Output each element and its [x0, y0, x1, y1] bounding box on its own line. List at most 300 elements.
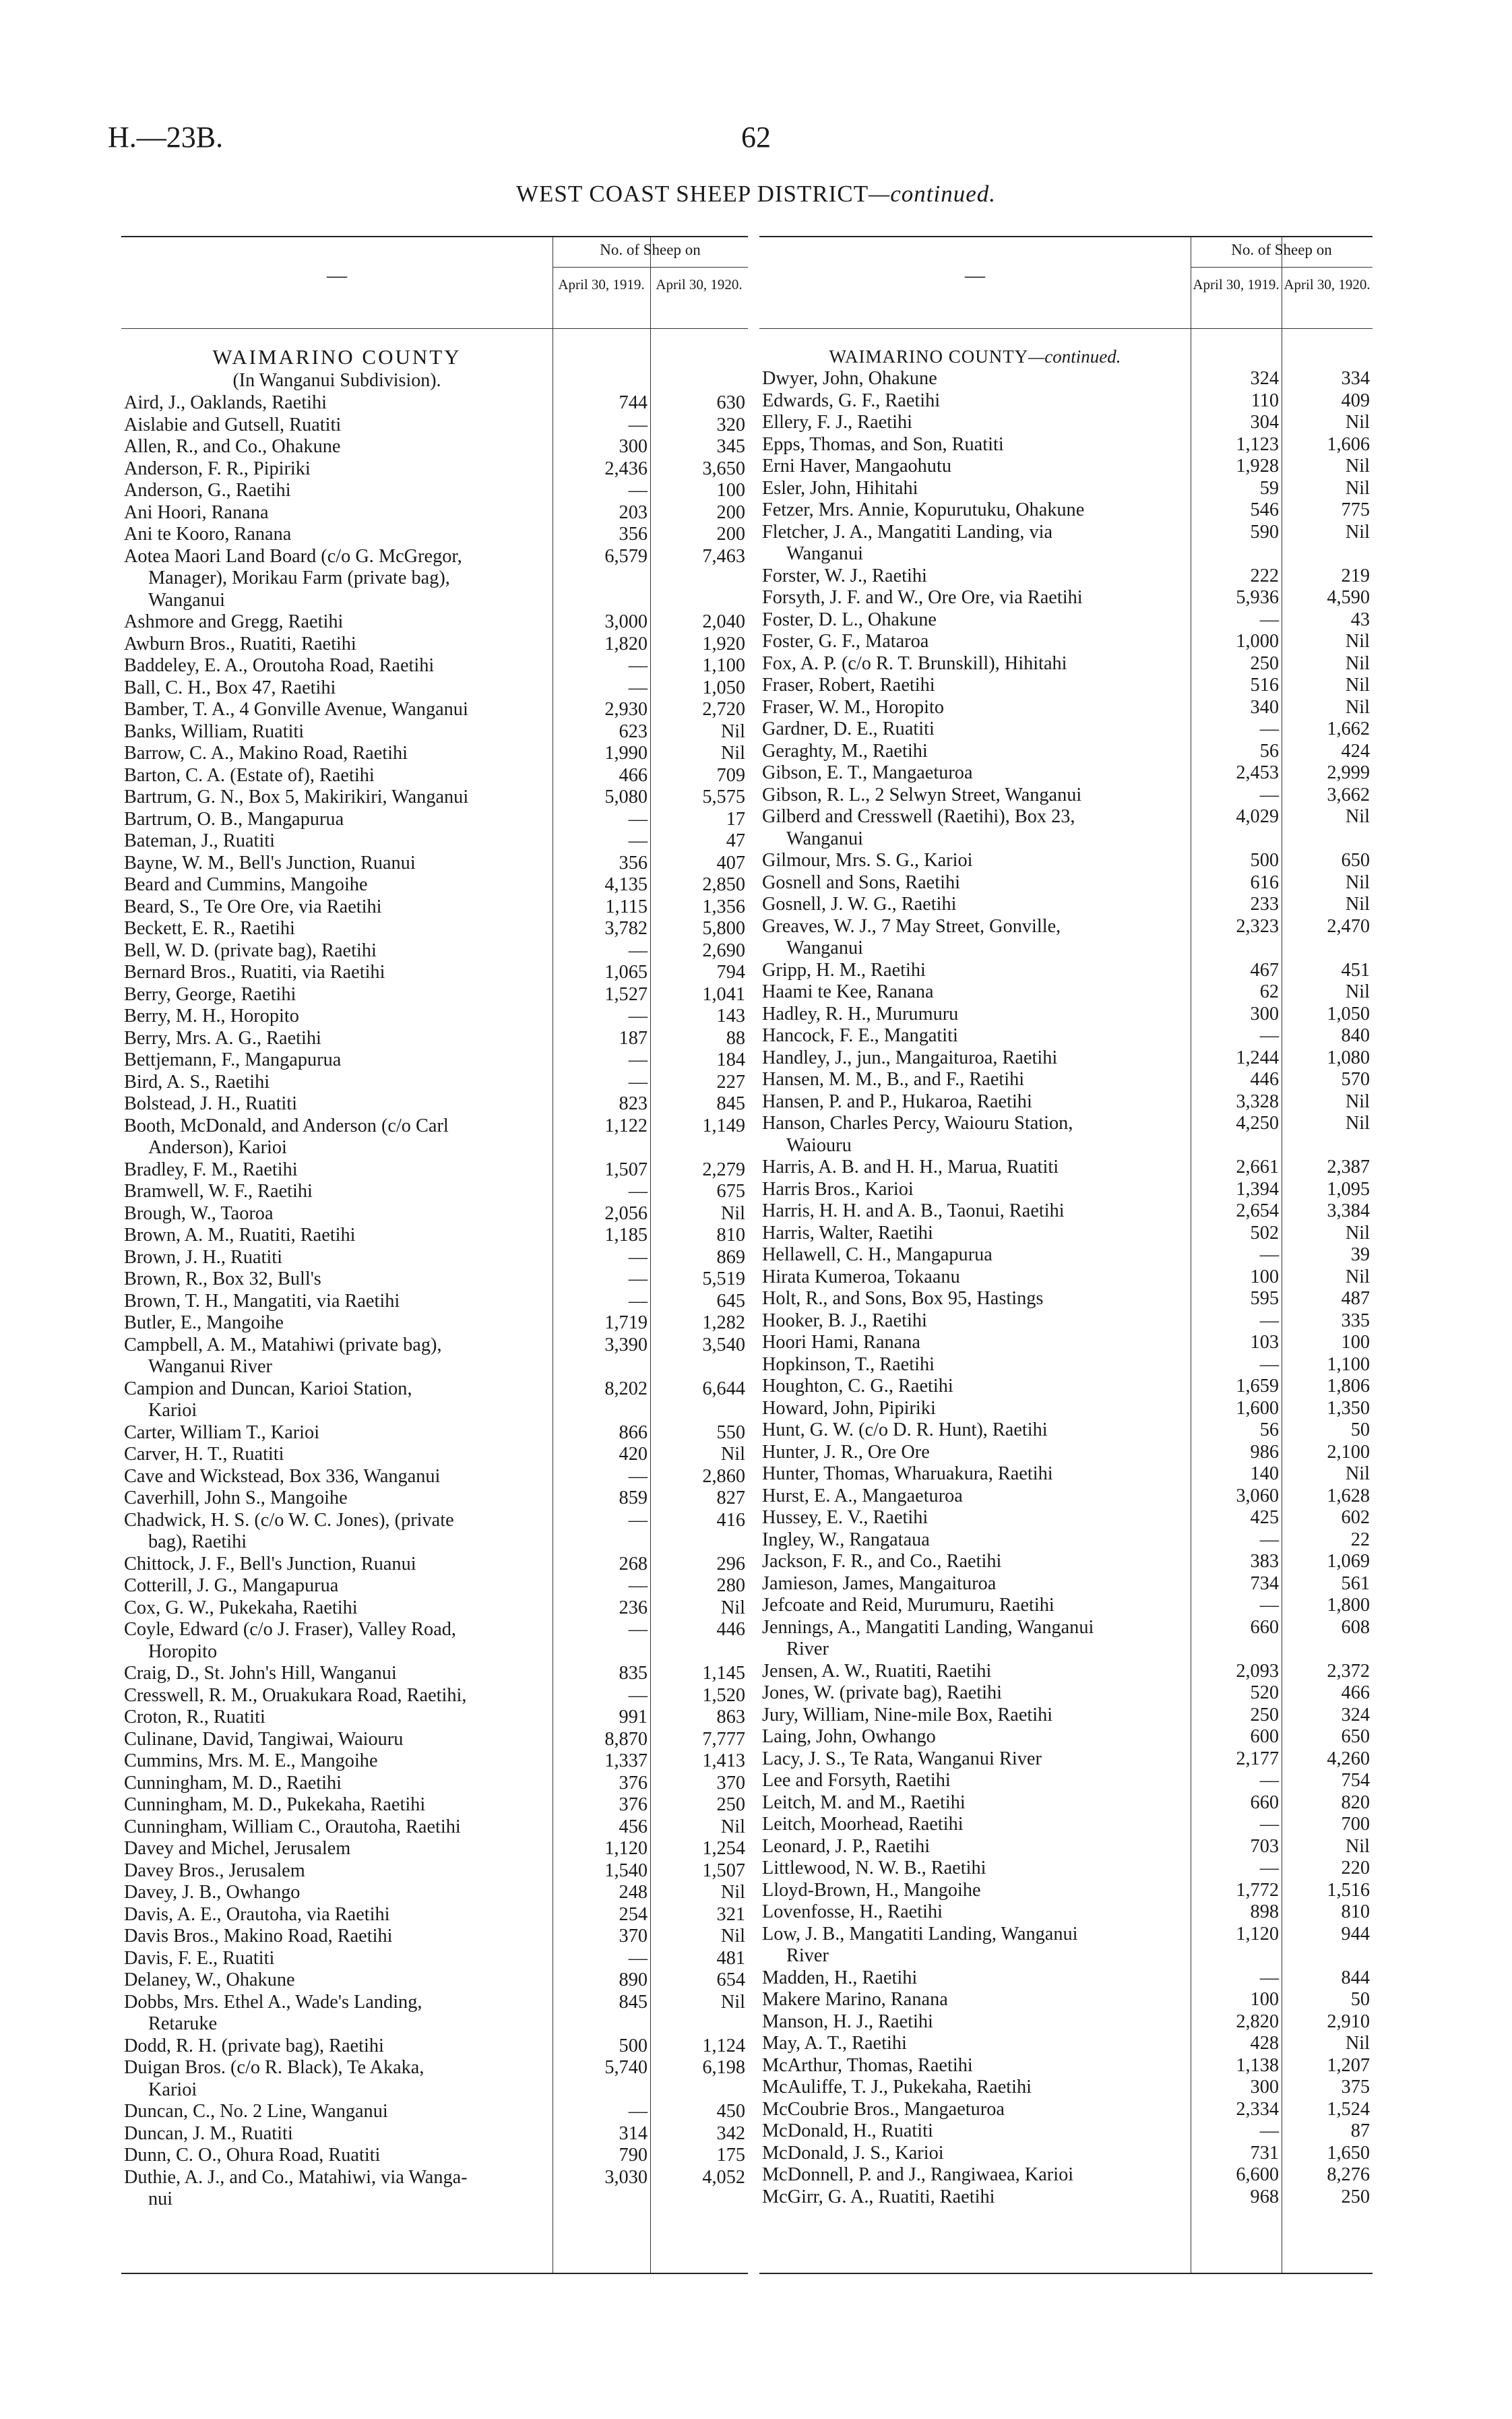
sheep-1919: 616 [1250, 871, 1279, 893]
owner-name: Wanganui [786, 828, 864, 849]
sheep-1920: 8,276 [1327, 2164, 1370, 2185]
sheep-1919: — [628, 480, 648, 501]
sheep-1920: 2,850 [702, 874, 745, 895]
sheep-1920: 2,279 [702, 1159, 745, 1180]
owner-name: Duncan, J. M., Ruatiti [124, 2122, 293, 2144]
table-row [759, 697, 1373, 719]
sheep-1920: Nil [720, 1202, 745, 1224]
table-row [121, 1466, 748, 1488]
sheep-1920: 2,100 [1327, 1441, 1370, 1463]
sheep-1919: 2,436 [604, 458, 648, 479]
sheep-1920: 3,662 [1327, 784, 1370, 805]
sheep-1920: 2,720 [702, 699, 745, 720]
table-row [759, 2033, 1373, 2055]
sheep-1919: — [628, 1181, 648, 1202]
table-row [759, 1157, 1373, 1179]
table-row [759, 499, 1373, 522]
sheep-1919: 3,328 [1236, 1091, 1279, 1112]
table-row [121, 611, 748, 634]
sheep-1919: 660 [1250, 1616, 1279, 1638]
owner-name: Hancock, F. E., Mangatiti [762, 1025, 958, 1046]
sheep-1920: 87 [1350, 2120, 1370, 2141]
owner-name: Waiouru [786, 1134, 852, 1156]
sheep-1920: 1,606 [1327, 433, 1370, 455]
owner-name: Ellery, F. J., Raetihi [762, 412, 913, 433]
sheep-1919: 300 [619, 436, 648, 457]
sheep-1919: 3,030 [604, 2166, 648, 2188]
sheep-1919: 1,507 [604, 1159, 648, 1180]
sheep-1920: 2,470 [1327, 915, 1370, 937]
owner-name: nui [148, 2188, 173, 2209]
owner-name: Cunningham, William C., Orautoha, Raetihi [124, 1816, 461, 1837]
owner-name: Ashmore and Gregg, Raetihi [124, 611, 344, 632]
owner-name: Beckett, E. R., Raetihi [124, 918, 295, 939]
table-row [121, 1531, 748, 1554]
sheep-1919: — [628, 1246, 648, 1268]
table-row [121, 502, 748, 524]
sheep-1920: 1,050 [1327, 1003, 1370, 1024]
table-row [121, 392, 748, 415]
sheep-1920: 650 [1341, 1726, 1370, 1747]
table-row [121, 1860, 748, 1882]
owner-name: Duthie, A. J., and Co., Matahiwi, via Wanga- [124, 2166, 468, 2188]
sheep-1920: 88 [726, 1027, 745, 1049]
sheep-1920: 1,662 [1327, 718, 1370, 739]
sheep-1919: — [628, 1290, 648, 1312]
sheep-1919: 100 [1250, 1266, 1279, 1287]
sheep-1919: 500 [1250, 850, 1279, 871]
table-row [121, 1554, 748, 1576]
page-title [0, 181, 1512, 208]
table-row [121, 436, 748, 458]
sheep-1920: Nil [1345, 1835, 1370, 1857]
sheep-1920: 840 [1341, 1025, 1370, 1046]
owner-name: Manager), Morikau Farm (private bag), [148, 568, 450, 588]
owner-name: Fraser, Robert, Raetihi [762, 675, 935, 696]
table-row [121, 809, 748, 831]
sheep-1919: 2,334 [1236, 2098, 1279, 2120]
owner-name: Ingley, W., Rangataua [762, 1529, 930, 1550]
sheep-1919: — [1259, 1770, 1279, 1791]
sheep-1919: 1,719 [604, 1312, 648, 1333]
sheep-1920: 1,254 [702, 1838, 745, 1859]
sheep-1919: 2,930 [604, 699, 648, 720]
owner-name: McAuliffe, T. J., Pukekaha, Raetihi [762, 2077, 1032, 2098]
sheep-1920: 1,069 [1327, 1551, 1370, 1572]
sheep-1920: 2,372 [1327, 1660, 1370, 1682]
owner-name: Beard and Cummins, Mangoihe [124, 874, 368, 895]
sheep-1919: 991 [619, 1707, 648, 1727]
sheep-1919: — [1259, 609, 1279, 630]
sheep-1920: 220 [1341, 1858, 1370, 1878]
sheep-1919: 2,056 [604, 1202, 648, 1224]
sheep-1920: 345 [716, 436, 745, 457]
table-row [759, 785, 1373, 807]
sheep-1919: 1,990 [604, 743, 648, 764]
sheep-1920: 827 [716, 1488, 745, 1508]
owner-name: Davis, F. E., Ruatiti [124, 1947, 275, 1969]
table-row [759, 631, 1373, 653]
sheep-1919: — [1259, 1025, 1279, 1046]
sheep-1920: 4,590 [1327, 587, 1370, 608]
sheep-1920: 250 [1341, 2186, 1370, 2207]
table-row [121, 480, 748, 502]
sheep-1919: 2,323 [1236, 915, 1279, 937]
sheep-1919: 5,936 [1236, 587, 1279, 608]
table-row [759, 1880, 1373, 1902]
sheep-1920: 1,806 [1327, 1376, 1370, 1397]
owner-name: Barton, C. A. (Estate of), Raetihi [124, 764, 375, 786]
table-row [121, 1904, 748, 1926]
table-row [759, 1726, 1373, 1748]
table-row [759, 1705, 1373, 1727]
sheep-1919: 4,135 [604, 874, 648, 895]
sheep-1919: — [1259, 1814, 1279, 1835]
table-row [759, 850, 1373, 872]
sheep-1920: 1,050 [702, 677, 745, 698]
left-table-header [121, 237, 748, 329]
sheep-1919: 859 [619, 1488, 648, 1508]
sheep-1919: 314 [619, 2122, 648, 2144]
sheep-1920: 50 [1350, 1419, 1370, 1440]
sheep-1920: Nil [720, 1597, 745, 1618]
right-header-dash: — [965, 264, 985, 286]
table-row [121, 1203, 748, 1225]
table-row [121, 634, 748, 656]
table-row [121, 2057, 748, 2079]
right-header-col1: April 30, 1919. [1193, 276, 1280, 293]
sheep-1919: 1,120 [604, 1838, 648, 1859]
table-row [759, 1595, 1373, 1617]
owner-name: Dwyer, John, Ohakune [762, 368, 937, 389]
sheep-1920: 219 [1341, 565, 1370, 586]
sheep-1920: 416 [716, 1509, 745, 1531]
table-row [121, 524, 748, 546]
left-table [121, 236, 748, 2274]
sheep-1920: Nil [1345, 631, 1370, 652]
owner-name: Chittock, J. F., Bell's Junction, Ruanui [124, 1553, 416, 1574]
table-row [121, 1225, 748, 1247]
sheep-1919: 835 [619, 1663, 648, 1684]
owner-name: Wanganui River [148, 1356, 272, 1377]
owner-name: Wanganui [786, 938, 864, 958]
owner-name: Handley, J., jun., Mangaituroa, Raetihi [762, 1047, 1058, 1068]
table-row [759, 2077, 1373, 2099]
table-row [121, 2079, 748, 2102]
sheep-1920: 1,282 [702, 1312, 745, 1333]
sheep-1919: 1,659 [1236, 1376, 1279, 1397]
sheep-1919: 56 [1259, 740, 1279, 762]
owner-name: Caverhill, John S., Mangoihe [124, 1488, 348, 1508]
sheep-1920: 810 [1341, 1901, 1370, 1922]
sheep-1920: 2,910 [1327, 2011, 1370, 2032]
owner-name: Hirata Kumeroa, Tokaanu [762, 1266, 960, 1287]
sheep-1920: Nil [720, 721, 745, 742]
owner-name: McArthur, Thomas, Raetihi [762, 2054, 973, 2076]
owner-name: Ani Hoori, Ranana [124, 501, 269, 523]
table-row [121, 1247, 748, 1269]
table-row [759, 522, 1373, 544]
sheep-1920: 450 [716, 2101, 745, 2122]
sheep-1920: 869 [716, 1246, 745, 1268]
sheep-1919: 1,123 [1236, 433, 1279, 455]
table-row [121, 962, 748, 984]
owner-name: Hooker, B. J., Raetihi [762, 1310, 927, 1331]
sheep-1920: 709 [716, 764, 745, 786]
sheep-1920: Nil [1345, 981, 1370, 1002]
owner-name: Hoori Hami, Ranana [762, 1332, 920, 1353]
owner-name: Bettjemann, F., Mangapurua [124, 1049, 342, 1070]
table-row [759, 1004, 1373, 1026]
right-table-header [759, 237, 1373, 329]
sheep-1920: 39 [1350, 1244, 1370, 1265]
table-row [759, 478, 1373, 500]
sheep-1919: — [1259, 784, 1279, 805]
owner-name: Jackson, F. R., and Co., Raetihi [762, 1551, 1002, 1572]
left-header-group: No. of Sheep on [600, 241, 701, 258]
owner-name: Gibson, E. T., Mangaeturoa [762, 762, 973, 783]
sheep-1920: Nil [720, 1816, 745, 1837]
sheep-1919: 1,122 [604, 1115, 648, 1136]
title-main: WEST COAST SHEEP DISTRICT [515, 181, 869, 207]
table-row [759, 1025, 1373, 1047]
sheep-1919: 420 [619, 1444, 648, 1465]
sheep-1920: 17 [726, 808, 745, 830]
table-row [759, 1354, 1373, 1376]
sheep-1919: 446 [1250, 1069, 1279, 1090]
owner-name: bag), Raetihi [148, 1531, 247, 1552]
sheep-1920: 175 [716, 2145, 745, 2166]
table-row [759, 565, 1373, 588]
sheep-1919: 304 [1250, 412, 1279, 433]
sheep-1920: 550 [716, 1421, 745, 1443]
sheep-1919: 248 [619, 1882, 648, 1903]
page-number: 62 [741, 121, 771, 154]
table-row [759, 1924, 1373, 1946]
sheep-1919: 100 [1250, 1989, 1279, 2010]
sheep-1920: 334 [1341, 368, 1370, 389]
sheep-1919: 1,772 [1236, 1879, 1279, 1901]
owner-name: Coyle, Edward (c/o J. Fraser), Valley Road, [124, 1619, 456, 1640]
owner-name: Davey Bros., Jerusalem [124, 1860, 305, 1881]
owner-name: Gilberd and Cresswell (Raetihi), Box 23, [762, 806, 1075, 827]
owner-name: Fox, A. P. (c/o R. T. Brunskill), Hihitahi [762, 652, 1067, 674]
owner-name: Lee and Forsyth, Raetihi [762, 1770, 951, 1791]
owner-name: Epps, Thomas, and Son, Ruatiti [762, 433, 1004, 455]
table-row [121, 1729, 748, 1751]
sheep-1919: 300 [1250, 2077, 1279, 2098]
owner-name: Berry, M. H., Horopito [124, 1006, 299, 1027]
sheep-1919: 466 [619, 764, 648, 786]
sheep-1919: 233 [1250, 894, 1279, 915]
table-row [759, 1419, 1373, 1442]
sheep-1919: 968 [1250, 2186, 1279, 2207]
sheep-1919: 520 [1250, 1682, 1279, 1703]
table-row [121, 1181, 748, 1203]
owner-name: Campbell, A. M., Matahiwi (private bag), [124, 1334, 442, 1355]
owner-name: Harris, Walter, Raetihi [762, 1222, 933, 1244]
sheep-1919: — [628, 1465, 648, 1487]
sheep-1920: Nil [1345, 1463, 1370, 1484]
sheep-1920: 4,052 [702, 2166, 745, 2188]
table-row [121, 874, 748, 896]
table-row [121, 1356, 748, 1378]
sheep-1919: 268 [619, 1553, 648, 1574]
owner-name: Edwards, G. F., Raetihi [762, 390, 941, 411]
left-header-dash: — [327, 264, 347, 286]
owner-name: Aird, J., Oaklands, Raetihi [124, 392, 327, 413]
sheep-1920: 944 [1341, 1923, 1370, 1945]
table-row [759, 1135, 1373, 1157]
left-header-col1: April 30, 1919. [558, 276, 645, 293]
table-row [121, 853, 748, 875]
table-row [121, 1882, 748, 1904]
owner-name: Bateman, J., Ruatiti [124, 830, 275, 851]
sheep-1920: Nil [1345, 1091, 1370, 1112]
sheep-1920: 143 [716, 1006, 745, 1027]
owner-name: Leonard, J. P., Raetihi [762, 1835, 931, 1857]
sheep-1920: 1,516 [1327, 1879, 1370, 1901]
table-row [759, 1792, 1373, 1814]
table-row [759, 1661, 1373, 1683]
sheep-1920: 1,507 [702, 1860, 745, 1881]
table-row [759, 1617, 1373, 1639]
owner-name: Hanson, Charles Percy, Waiouru Station, [762, 1113, 1073, 1134]
sheep-1920: Nil [1345, 806, 1370, 827]
sheep-1919: 1,820 [604, 633, 648, 654]
left-table-body [121, 345, 748, 2211]
owner-name: Hurst, E. A., Mangaeturoa [762, 1485, 963, 1506]
sheep-1920: 810 [716, 1225, 745, 1246]
sheep-1920: 844 [1341, 1967, 1370, 1988]
table-row [121, 830, 748, 853]
table-row [759, 1288, 1373, 1310]
table-row [759, 1858, 1373, 1880]
sheep-1920: 1,920 [702, 633, 745, 654]
table-row [121, 1948, 748, 1970]
owner-name: Bamber, T. A., 4 Gonville Avenue, Wanganui [124, 699, 468, 720]
sheep-1919: — [628, 2101, 648, 2122]
sheep-1920: 1,800 [1327, 1595, 1370, 1616]
table-row [121, 743, 748, 765]
table-row [759, 1398, 1373, 1420]
sheep-1920: 654 [716, 1969, 745, 1990]
owner-name: Harris, A. B. and H. H., Marua, Ruatiti [762, 1157, 1059, 1177]
sheep-1919: 1,138 [1236, 2054, 1279, 2076]
owner-name: Brown, J. H., Ruatiti [124, 1246, 283, 1268]
table-row [121, 546, 748, 568]
sheep-1920: 6,198 [702, 2057, 745, 2078]
sheep-1920: 5,575 [702, 787, 745, 807]
table-row [121, 1641, 748, 1663]
owner-name: Cave and Wickstead, Box 336, Wanganui [124, 1465, 441, 1487]
sheep-1920: 100 [1341, 1332, 1370, 1353]
sheep-1919: — [628, 1684, 648, 1706]
sheep-1919: 4,029 [1236, 806, 1279, 827]
owner-name: Davey, J. B., Owhango [124, 1882, 301, 1903]
sheep-1919: 623 [619, 721, 648, 742]
owner-name: Brown, R., Box 32, Bull's [124, 1268, 321, 1289]
sheep-1919: 2,820 [1236, 2011, 1279, 2032]
table-row [121, 1312, 748, 1335]
owner-name: Duigan Bros. (c/o R. Black), Te Akaka, [124, 2057, 424, 2078]
owner-name: McDonald, J. S., Karioi [762, 2142, 944, 2164]
sheep-1920: 561 [1341, 1572, 1370, 1594]
owner-name: Brough, W., Taoroa [124, 1202, 274, 1224]
sheep-1920: 2,999 [1327, 762, 1370, 783]
table-row [759, 412, 1373, 434]
sheep-1920: 466 [1341, 1682, 1370, 1703]
table-row [759, 2164, 1373, 2186]
sheep-1919: — [1259, 1529, 1279, 1550]
owner-name: Gripp, H. M., Raetihi [762, 959, 926, 981]
sheep-1919: 2,661 [1236, 1157, 1279, 1177]
owner-name: Bartrum, O. B., Mangapurua [124, 808, 344, 830]
sheep-1919: — [1259, 1967, 1279, 1988]
table-row [121, 1619, 748, 1641]
owner-name: Cunningham, M. D., Pukekaha, Raetihi [124, 1794, 426, 1815]
owner-name: Carter, William T., Karioi [124, 1421, 320, 1443]
table-row [121, 677, 748, 700]
sheep-1919: 428 [1250, 2033, 1279, 2054]
table-row [759, 1814, 1373, 1836]
table-row [121, 1006, 748, 1028]
table-row [121, 1597, 748, 1620]
table-row [121, 699, 748, 721]
sheep-1920: 409 [1341, 390, 1370, 411]
owner-name: Dodd, R. H. (private bag), Raetihi [124, 2035, 384, 2056]
owner-name: Barrow, C. A., Makino Road, Raetihi [124, 743, 408, 764]
owner-name: Jury, William, Nine-mile Box, Raetihi [762, 1704, 1053, 1725]
table-row [759, 741, 1373, 763]
sheep-1919: 376 [619, 1772, 648, 1794]
sheep-1920: 1,145 [702, 1663, 745, 1684]
owner-name: Ball, C. H., Box 47, Raetihi [124, 677, 336, 698]
owner-name: Hunter, Thomas, Wharuakura, Raetihi [762, 1463, 1053, 1484]
sheep-1919: 8,202 [604, 1378, 648, 1399]
owner-name: River [786, 1639, 829, 1659]
table-row [121, 1992, 748, 2014]
sheep-1920: 3,384 [1327, 1200, 1370, 1221]
table-row [759, 1989, 1373, 2011]
table-row [121, 1838, 748, 1860]
sheep-1920: 700 [1341, 1814, 1370, 1835]
owner-name: Wanganui [786, 543, 864, 564]
sheep-1920: 446 [716, 1619, 745, 1640]
table-row [121, 1969, 748, 1992]
owner-name: Jones, W. (private bag), Raetihi [762, 1682, 1002, 1703]
table-row [759, 1901, 1373, 1924]
sheep-1919: — [628, 1509, 648, 1531]
sheep-1920: 184 [716, 1049, 745, 1070]
owner-name: Lovenfosse, H., Raetihi [762, 1901, 943, 1922]
sheep-1920: 342 [716, 2122, 745, 2144]
sheep-1920: 6,644 [702, 1378, 745, 1399]
owner-name: Anderson, G., Raetihi [124, 480, 291, 501]
table-row [759, 1113, 1373, 1135]
sheep-1920: 227 [716, 1071, 745, 1093]
table-row [121, 1685, 748, 1707]
owner-name: Bramwell, W. F., Raetihi [124, 1181, 313, 1202]
owner-name: Forsyth, J. F. and W., Ore Ore, via Raetihi [762, 587, 1083, 608]
sheep-1919: — [628, 1049, 648, 1070]
owner-name: Gosnell and Sons, Raetihi [762, 871, 960, 893]
table-row [759, 1332, 1373, 1354]
report-code: H.—23B. [108, 121, 224, 154]
sheep-1920: 250 [716, 1794, 745, 1815]
owner-name: Croton, R., Ruatiti [124, 1707, 265, 1727]
sheep-1919: 356 [619, 852, 648, 874]
